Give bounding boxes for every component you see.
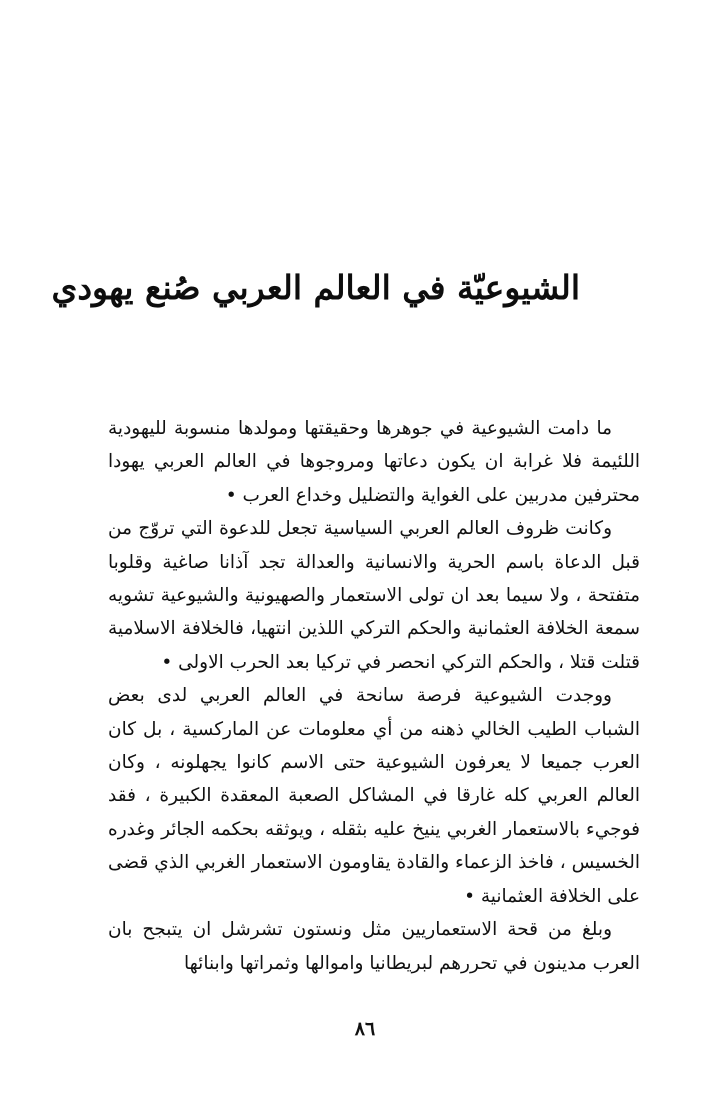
page-number: ٨٦	[354, 1018, 376, 1040]
paragraph-3: ووجدت الشيوعية فرصة سانحة في العالم العربي لدى بعض الشباب الطيب الخالي ذهنه من أي معلومات عن الماركسية ، بل كان العرب جميعا لا يعرفون الشيوعية حتى الاسم كانوا يجهلونه ، وكان العالم العربي كله غارقا في المشاكل الصعبة المعقدة الكبيرة ، فقد فوجيء بالاستعمار الغربي ينيخ عليه بثقله ، ويوثقه بحكمه الجائر وغدره الخسيس ، فاخذ الزعماء والقادة يقاومون الاستعمار الغربي الذي قضى على الخلافة العثمانية •	[108, 685, 640, 907]
paragraph-2: وكانت ظروف العالم العربي السياسية تجعل للدعوة التي تروّج من قبل الدعاة باسم الحرية والانسانية والعدالة تجد آذانا صاغية وقلوبا متفتحة ، ولا سيما بعد ان تولى الاستعمار والصهيونية والشيوعية تشويه سمعة الخلافة العثمانية والحكم التركي اللذين انتهيا، فالخلافة الاسلامية قتلت قتلا ، والحكم التركي انحصر في تركيا بعد الحرب الاولى •	[108, 518, 640, 673]
paragraph-1: ما دامت الشيوعية في جوهرها وحقيقتها ومولدها منسوبة لليهودية اللئيمة فلا غرابة ان يكون دعاتها ومروجوها في العالم العربي يهودا محترفين مدربين على الغواية والتضليل وخداع العرب •	[108, 418, 640, 506]
paragraph-4: وبلغ من قحة الاستعماريين مثل ونستون تشرشل ان يتبجح بان العرب مدينون في تحررهم لبريطانيا واموالها وثمراتها وابنائها	[108, 919, 640, 974]
body-text	[108, 412, 640, 980]
chapter-title: الشيوعيّة في العالم العربي صُنع يهودي	[51, 268, 580, 307]
